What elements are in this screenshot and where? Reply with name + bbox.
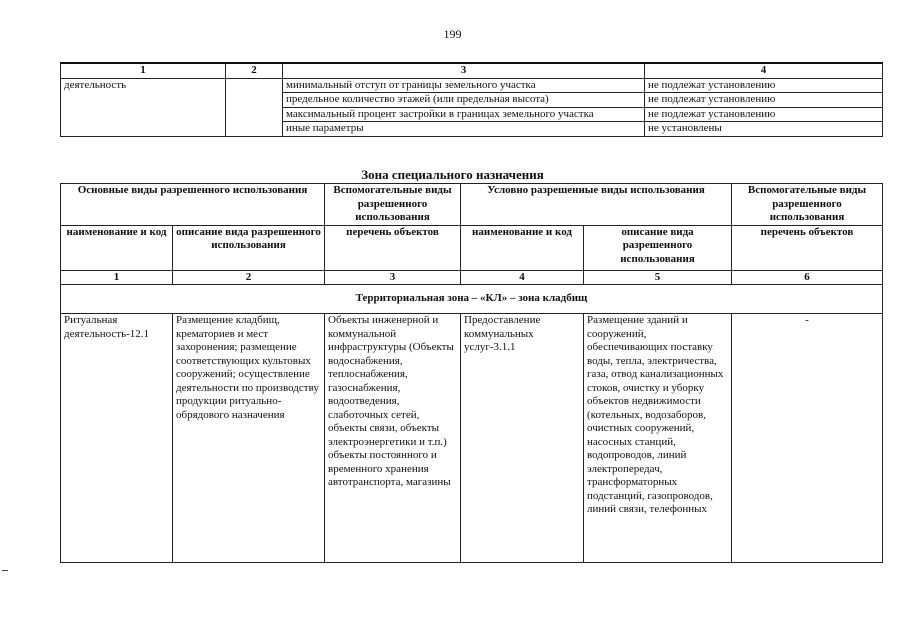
parameters-table — [60, 62, 883, 137]
zoning-table — [60, 183, 883, 563]
group-header-row — [61, 184, 883, 226]
param-cell: максимальный процент застройки в границах земельного участка — [283, 107, 645, 122]
column-number: 6 — [732, 270, 883, 285]
param-cell: иные параметры — [283, 122, 645, 137]
table-row — [61, 314, 883, 563]
column-number: 2 — [173, 270, 325, 285]
name-code-cell: Ритуальная деятельность-12.1 — [61, 314, 173, 563]
table-header-row — [61, 63, 883, 78]
sub-header: описание вида разрешенного использования — [584, 225, 732, 270]
sub-header: перечень объектов — [325, 225, 461, 270]
aux-objects-cell: - — [732, 314, 883, 563]
column-number: 1 — [61, 270, 173, 285]
header-cell: 1 — [61, 63, 226, 78]
zone-title: Территориальная зона – «КЛ» – зона кладбищ — [61, 285, 883, 314]
section-title: Зона специального назначения — [361, 167, 544, 182]
group-header-aux: Вспомогательные виды разрешенного использования — [325, 184, 461, 226]
param-cell: минимальный отступ от границы земельного участка — [283, 78, 645, 93]
group-header-conditional: Условно разрешенные виды использования — [461, 184, 732, 226]
sub-header: описание вида разрешенного использования — [173, 225, 325, 270]
group-header-main: Основные виды разрешенного использования — [61, 184, 325, 226]
column-number-row — [61, 270, 883, 285]
header-cell: 4 — [645, 63, 883, 78]
column-number: 3 — [325, 270, 461, 285]
column-number: 4 — [461, 270, 584, 285]
description-cell: Размещение кладбищ, крематориев и мест захоронения; размещение соответствующих культовых сооружений; осуществление деятельности по производству продукции ритуально-обрядового назначения — [173, 314, 325, 563]
sub-header: наименование и код — [461, 225, 584, 270]
table-row — [61, 78, 883, 93]
value-cell: не подлежат установлению — [645, 107, 883, 122]
conditional-name-code-cell: Предоставление коммунальных услуг-3.1.1 — [461, 314, 584, 563]
activity-cell: деятельность — [61, 78, 226, 136]
sub-header: перечень объектов — [732, 225, 883, 270]
margin-mark — [2, 570, 8, 571]
value-cell: не подлежат установлению — [645, 93, 883, 108]
value-cell: не подлежат установлению — [645, 78, 883, 93]
header-cell: 3 — [283, 63, 645, 78]
group-header-aux-2: Вспомогательные виды разрешенного использования — [732, 184, 883, 226]
sub-header-row — [61, 225, 883, 270]
sub-header: наименование и код — [61, 225, 173, 270]
empty-cell — [226, 78, 283, 136]
conditional-description-cell: Размещение зданий и сооружений, обеспечивающих поставку воды, тепла, электричества, газа, отвод канализационных стоков, очистку и уборку объектов недвижимости (котельных, водозаборов, очистных сооружений, насосных станций, водопроводов, линий электропередач, трансформаторных подстанций, газопроводов, линий связи, телефонных — [584, 314, 732, 563]
objects-list-cell: Объекты инженерной и коммунальной инфраструктуры (Объекты водоснабжения, теплоснабжения, газоснабжения, водоотведения, слаботочных сетей, объекты связи, объекты электроэнергетики и т.п.) объекты постоянного и временного хранения автотранспорта, магазины — [325, 314, 461, 563]
zone-title-row — [61, 285, 883, 314]
header-cell: 2 — [226, 63, 283, 78]
param-cell: предельное количество этажей (или предельная высота) — [283, 93, 645, 108]
value-cell: не установлены — [645, 122, 883, 137]
column-number: 5 — [584, 270, 732, 285]
page-number: 199 — [443, 27, 462, 41]
